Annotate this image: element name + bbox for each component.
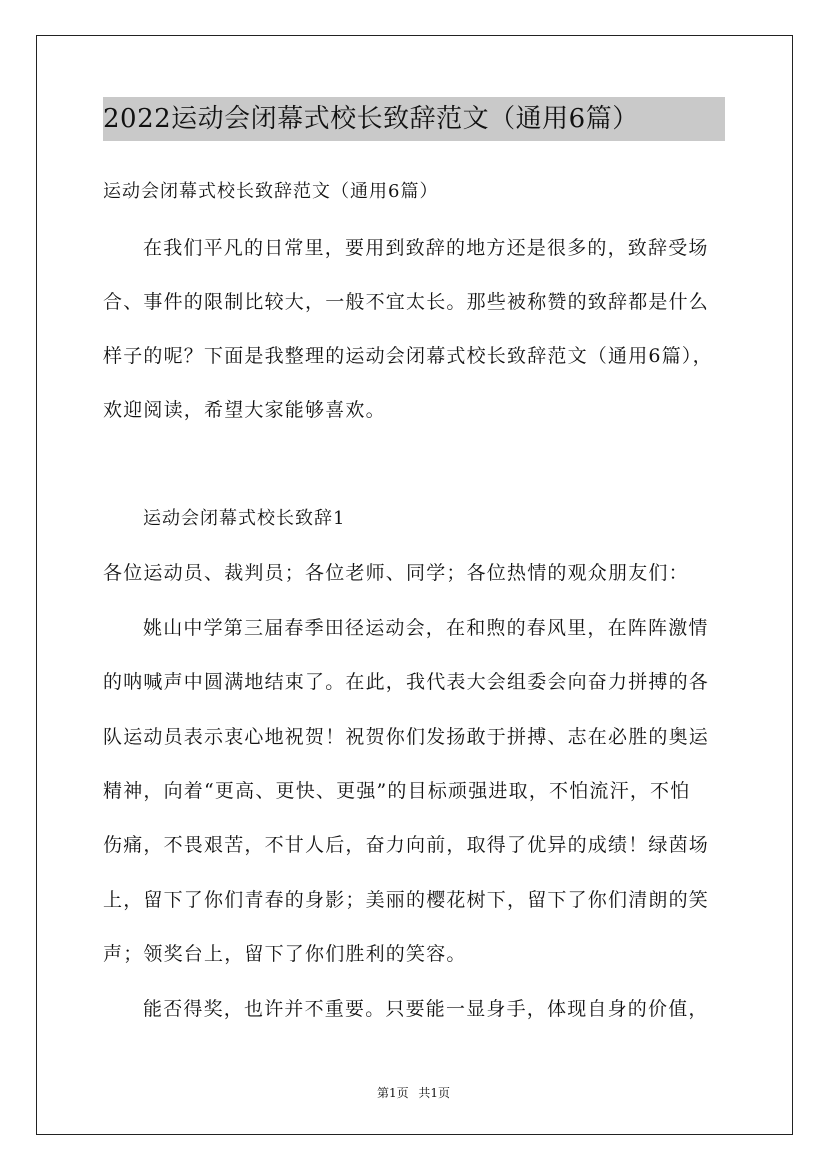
body-line: 声；领奖台上，留下了你们胜利的笑容。 — [103, 943, 467, 965]
document-subtitle: 运动会闭幕式校长致辞范文（通用6篇） — [103, 181, 439, 202]
intro-line: 合、事件的限制比较大，一般不宜太长。那些被称赞的致辞都是什么 — [103, 291, 710, 313]
intro-line: 在我们平凡的日常里，要用到致辞的地方还是很多的，致辞受场 — [143, 237, 709, 259]
body-line-last: 能否得奖，也许并不重要。只要能一显身手，体现自身的价值， — [143, 998, 709, 1020]
greeting-line: 各位运动员、裁判员；各位老师、同学；各位热情的观众朋友们： — [103, 562, 689, 584]
intro-line: 欢迎阅读，希望大家能够喜欢。 — [103, 399, 386, 421]
page-footer — [0, 1085, 827, 1101]
body-line: 精神，向着“更高、更快、更强”的目标顽强进取，不怕流汗，不怕 — [103, 780, 691, 802]
body-line: 队运动员表示衷心地祝贺！祝贺你们发扬敢于拼搏、志在必胜的奥运 — [103, 726, 710, 748]
body-line: 伤痛，不畏艰苦，不甘人后，奋力向前，取得了优异的成绩！绿茵场 — [103, 834, 710, 856]
section-heading: 运动会闭幕式校长致辞1 — [143, 508, 346, 529]
body-line: 的呐喊声中圆满地结束了。在此，我代表大会组委会向奋力拼搏的各 — [103, 671, 710, 693]
body-line: 姚山中学第三届春季田径运动会，在和煦的春风里，在阵阵激情 — [143, 617, 709, 639]
page-total-label: 共1页 — [418, 1086, 451, 1100]
intro-line: 样子的呢？下面是我整理的运动会闭幕式校长致辞范文（通用6篇）， — [103, 345, 713, 367]
document-title: 2022运动会闭幕式校长致辞范文（通用6篇） — [103, 97, 725, 141]
body-line: 上，留下了你们青春的身影；美丽的樱花树下，留下了你们清朗的笑 — [103, 889, 710, 911]
page-number-label: 第1页 — [376, 1086, 409, 1100]
